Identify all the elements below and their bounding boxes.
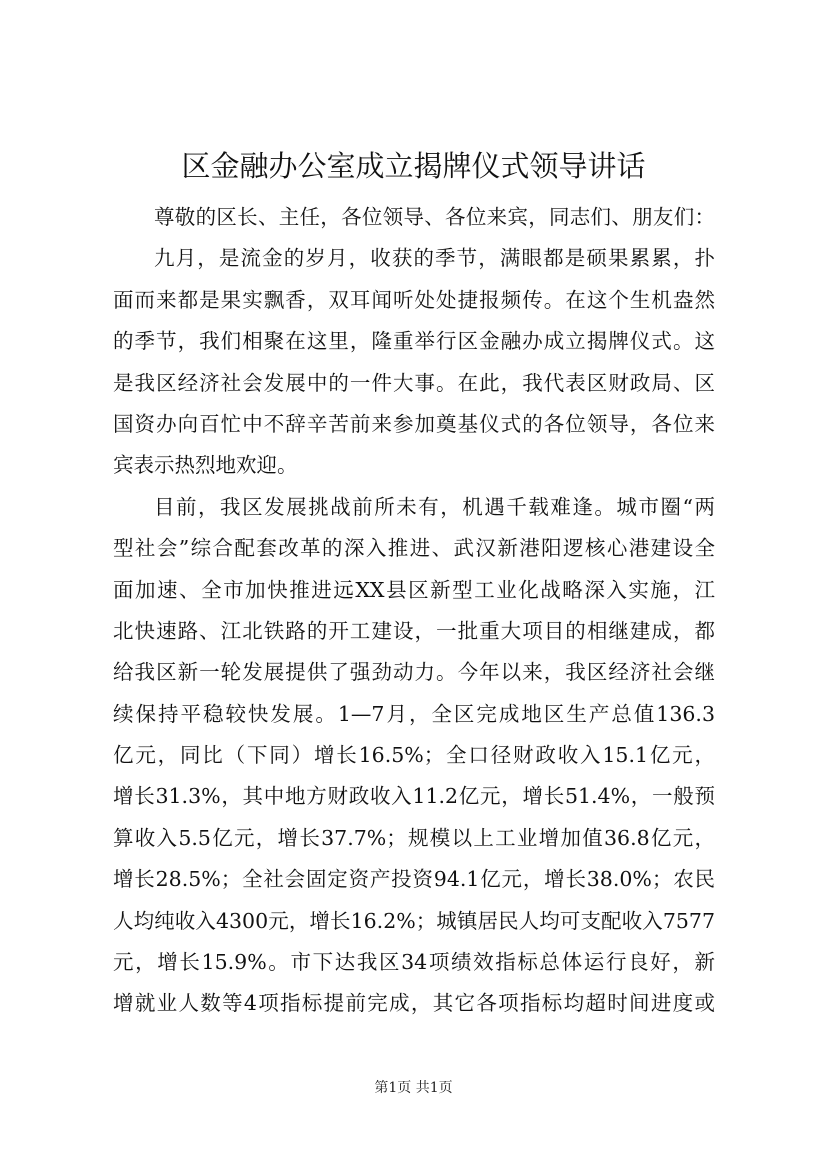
paragraph-line: 九月，是流金的岁月，收获的季节，满眼都是硕果累累，扑: [154, 246, 715, 271]
paragraph-line: 国资办向百忙中不辞辛苦前来参加奠基仪式的各位领导，各位来: [113, 411, 715, 436]
paragraph-line: 给我区新一轮发展提供了强劲动力。今年以来，我区经济社会继: [113, 660, 715, 685]
speech-body: [113, 197, 715, 1025]
page-title: 区金融办公室成立揭牌仪式领导讲话: [181, 149, 646, 183]
paragraph-line: 增长28.5%；全社会固定资产投资94.1亿元，增长38.0%；农民: [113, 867, 715, 892]
paragraph-line: 算收入5.5亿元，增长37.7%；规模以上工业增加值36.8亿元，: [113, 825, 715, 850]
paragraph-line: 续保持平稳较快发展。1—7月，全区完成地区生产总值136.3: [113, 701, 715, 726]
paragraph-line: 是我区经济社会发展中的一件大事。在此，我代表区财政局、区: [113, 370, 715, 395]
paragraph-line: 增就业人数等4项指标提前完成，其它各项指标均超时间进度或: [113, 991, 715, 1016]
paragraph-line: 增长31.3%，其中地方财政收入11.2亿元，增长51.4%，一般预: [113, 784, 715, 809]
paragraph-line: 型社会”综合配套改革的深入推进、武汉新港阳逻核心港建设全: [113, 536, 715, 561]
paragraph-line: 尊敬的区长、主任，各位领导、各位来宾，同志们、朋友们：: [154, 205, 715, 229]
paragraph-line: 亿元，同比（下同）增长16.5%；全口径财政收入15.1亿元，: [113, 743, 715, 768]
paragraph-line: 的季节，我们相聚在这里，隆重举行区金融办成立揭牌仪式。这: [113, 329, 715, 354]
paragraph-line: 面而来都是果实飘香，双耳闻听处处捷报频传。在这个生机盎然: [113, 287, 715, 312]
page-footer: 第1页 共1页: [374, 1080, 453, 1096]
paragraph-line: 人均纯收入4300元，增长16.2%；城镇居民人均可支配收入7577: [113, 908, 715, 933]
paragraph-line: 目前，我区发展挑战前所未有，机遇千载难逢。城市圈“两: [154, 494, 715, 519]
paragraph-line: 宾表示热烈地欢迎。: [113, 453, 298, 478]
paragraph-line: 面加速、全市加快推进远XX县区新型工业化战略深入实施，江: [113, 577, 715, 602]
paragraph-line: 元，增长15.9%。市下达我区34项绩效指标总体运行良好，新: [113, 950, 715, 975]
paragraph-line: 北快速路、江北铁路的开工建设，一批重大项目的相继建成，都: [113, 618, 715, 643]
